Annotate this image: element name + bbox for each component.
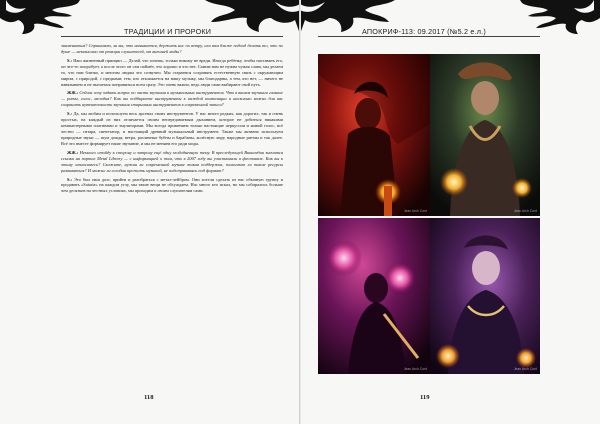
photo-top-left — [318, 54, 430, 216]
speaker-label: S.: — [67, 111, 73, 117]
interview-answer: S.: Да, мы любим и используем весь арсенал своих инструментов. У нас много редких, как дорогих, так и очень простых, на каждый из них отличается своим непередаваемым дыханием, которое не добиться никакими компьютерными плагинами и эмуляторами. Мы всегда применяем только настоящие перкуссии и живой голос, всё честно — гитара, синтезатор, и настоящий древний музыкальный инструмент. Также мы активно используем природные звуки — шум дождя, ветра, различные бубны и барабаны, колёсную лиру, народные ритмы и так далее. Всё это вместе формирует наше звучание, и мы не меняем его ради моды. — [61, 111, 283, 146]
interview-answer: S.: Это был наш долг, прийти и разобраться с метал-лейбром. Они хотели сделать из нас обычную группу и продавать «Sataria» на каждом углу, мы такие вещи не обсуждаем. Нас много кто искал, но мы собирались больше чем десятков на честных условиях, мы приходим к своим слушателям сами. — [61, 176, 283, 194]
photo-watermark: Jean Arch Cont — [513, 209, 537, 213]
right-header-rule — [318, 36, 540, 37]
photo-top-right — [430, 54, 540, 216]
interview-question: ЖЖ.: Сейчас хочу задать вопрос по части звучания и музыкальных инструментов. Что в вашем звучании главное — ритм, голос, мелодия? Как вы подбираете инструменты к каждой композиции и насколько важно для вас сохранить аутентичность звучания старинных инструментов в современной записи? — [61, 90, 283, 108]
right-running-header: АПОКРИФ-113: 09.2017 (№5.2 e.л.) — [362, 27, 486, 36]
book-gutter — [299, 0, 301, 424]
photo-bottom-left — [318, 218, 430, 374]
interview-answer: S.: Наш жизненный принцип — Делай, что хочешь, только никому не вреди. Иногда ребёнку, чтобы наставить его, он что-то попробует, а после этого он сам поймёт, что хорошо и что нет. Самим нам не нужна чужая слава, мы делаем то, что нам близко, и многим людям это созвучно. Мы стараемся сохранять естественную связь с окружающим миром, с природой, с предками; тем, кто откликается на нашу музыку, мы благодарны, а тем, кто нет, — ничего не навязываем и не пытаемся понравиться всем сразу. Это очень важно, ведь люди сами выбирают свой путь. — [61, 57, 283, 87]
interview-question: знаменитым? Спрашиваю, ли вы, что называется, держать нос по ветру, или вам ближе подход делать то, что по душе — независимо от реакции слушателей, от внешней моды? — [61, 43, 283, 54]
interview-question: ЖЖ.: Немного отойду в сторону и затрону ещё одну злободневную тему. В преследующей Википедии значится ссылка на портал Metal Library — с информацией о том, что в 2007 году вы участвовали в фестивале. Как вы к этому относитесь? Скажите, нужна ли современной музыке такая поддержка, помогают ли такие ресурсы развиваться? И можно ли сегодня прожить музыкой, не подстраиваясь под формат? — [61, 149, 283, 173]
left-page-text-column — [61, 43, 283, 373]
photo-watermark: Jean Arch Cont — [403, 367, 427, 371]
speaker-label: S.: — [67, 176, 73, 182]
speaker-label: S.: — [67, 57, 73, 63]
tribal-ornament-top-left — [0, 0, 80, 34]
photo-watermark: Jean Arch Cont — [403, 209, 427, 213]
photo-bottom-right — [430, 218, 540, 374]
left-header-rule — [61, 36, 283, 37]
left-page-number: 118 — [144, 394, 154, 401]
right-page-number: 119 — [420, 394, 430, 401]
speaker-label: ЖЖ.: — [67, 149, 79, 155]
speaker-label: ЖЖ.: — [67, 90, 79, 96]
photo-watermark: Jean Arch Cont — [513, 367, 537, 371]
tribal-ornament-top-right — [520, 0, 600, 34]
left-running-header: ТРАДИЦИИ И ПРОРОКИ — [124, 27, 212, 36]
